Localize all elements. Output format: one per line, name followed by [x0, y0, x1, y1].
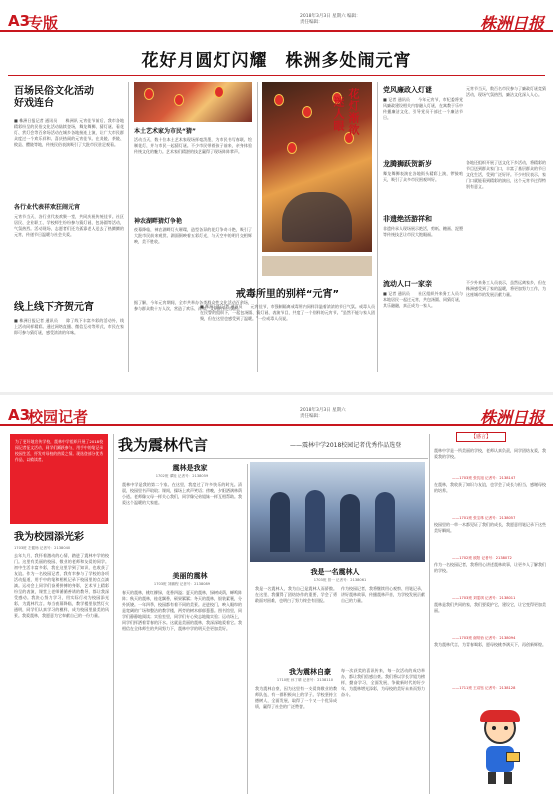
mid-body-2: 夜幕降临，神农湖畔灯火璀璨，造型各异的花灯争奇斗艳，吸引了大批市民前来观赏。湖面倒映着五彩灯光，与天空中的明月交相辉映，美不胜收。 — [134, 227, 252, 244]
col2-body-1a: 我是一名震林人，我为自己是震林人而骄傲。在这里，我懂得了团结协作的重要，学会了勇敢面对困难，也明白了努力终会有回报。 — [255, 586, 337, 603]
right-body-3b: 各地还组织开展了送文化下乡活动，将精彩的节目送到群众家门口，丰富了基层群众的节日文化生活，受到广泛好评。不少村民表示，家门口就能看到精彩的演出，这个元宵节过得特别有意义。 — [466, 160, 546, 189]
col1-byline-2: 1703班 刘鹏程 记者号：2138089 — [153, 582, 211, 586]
right-title-4: 流动人口一家亲 — [383, 280, 432, 288]
right-byline-5: ——1703班 谢易怡 记者号：2138094 — [452, 636, 516, 640]
right-body-4: ■ 记者 通讯员 社区组织外来务工人员与本地居民一起过元宵，共包汤圆、同猜灯谜，其乐融融，真正成为一家人。 — [383, 291, 463, 308]
right-title-2: 龙腾狮跃贺新岁 — [383, 160, 432, 168]
top-logo: 株洲日报 — [480, 14, 545, 33]
right-quote-1: 震林中学是一所美丽的学校，老师认真负责，同学团结友爱，我爱我的学校。 — [434, 448, 546, 459]
bottom-center-body: ■ 株洲日报记者 通讯员 元宵佳节，市强制隔离戒毒所内同样洋溢着浓浓的节日气氛。戒毒人员在民警的组织下，一起包汤圆、猜灯谜、表演节目，共度了一个别样的元宵节。“虽然不能与家人团聚，但在这里也感受到了温暖。”一位戒毒人员说。 — [200, 304, 375, 321]
right-byline-6: ——1711班 王双钰 记者号：2138128 — [452, 686, 516, 690]
top-section-name: 专版 — [28, 14, 59, 32]
top-photo-1 — [134, 82, 252, 122]
bottom-center-title: 戒毒所里的别样“元宵” — [235, 289, 340, 300]
col1-body-1: 震林中学是我的第二个家。在这里，我度过了许多快乐的时光。清晨，校园里书声琅琅；课间，操场上欢声笑语；傍晚，夕阳洒满林荫小道。老师像父母一样关心我们，同学像兄弟姐妹一样互相帮助。我爱这个温暖的大家庭。 — [122, 482, 242, 505]
left-article-body-3: ■ 株洲日报记者 通讯员 除了线下丰富多彩的活动外，线上活动同样精彩。通过网络直播、微信互动等形式，市民在家即可参与猜灯谜，感受浓浓的年味。 — [14, 318, 124, 335]
promo-box: 为了更好地宣传学校，震林中学组织开展了2018校园记者征文活动，同学们踊跃参与，用手中的笔记录校园生活，抒发对母校的热爱之情。现选登部分优秀作品，以飨读者。 — [10, 434, 108, 524]
right-byline-1: ——1703班 张伉旭 记者号：2138147 — [452, 476, 516, 480]
mid-sub-1: 本土艺术家为市民“猜” — [134, 128, 196, 135]
right-quote-3: 校园里的一草一木都见证了我们的成长，我愿意用笔记录下这些美好瞬间。 — [434, 522, 546, 533]
bottom-photo — [250, 462, 425, 562]
col2-byline-1: 1703班 曾一 记者号：2138061 — [313, 578, 367, 582]
right-byline-3: ——1702班 欧阳 记者号：2138072 — [452, 556, 512, 560]
left-essay-byline: 1703班 左健杨 记者号：2138040 — [14, 546, 71, 550]
left-article-title-2: 线上线下齐贺元宵 — [14, 302, 94, 313]
right-byline-4: ——1703班 刘雯琪 记者号：2138011 — [452, 596, 516, 600]
right-body-3: 非遗传承人现场展示绝活，剪纸、糖画、泥塑等传统技艺让市民大饱眼福。 — [383, 226, 463, 237]
bottom-section-name: 校园记者 — [28, 408, 89, 426]
mid-body-1: 活动当天，数十位本土艺术家现场挥毫泼墨，为市民书写春联、绘制花灯，并与市民一起猜灯谜。不少市民带着孩子前来，亲身体验传统文化的魅力。艺术家们精湛的技艺赢得了现场阵阵掌声。 — [134, 137, 252, 154]
photo-caption-bar — [262, 256, 372, 276]
col2-body-2b: 每一次获奖的喜讯传来，每一次活动的成功举办，都让我们倍感自豪。我们将以学长学姐为榜样，勤奋学习，全面发展，争做新时代的好少年，为震林增光添彩，为母校的美好未来而努力奋斗。 — [341, 668, 425, 697]
right-title-3: 非遗绝活游祥和 — [383, 215, 432, 223]
left-article-title: 百场民俗文化活动 好戏连台 — [14, 86, 94, 109]
right-body-4b: 不少外来务工人员表示，虽然远离家乡，但在株洲感受到了家的温暖，将更加努力工作，为这座城市的发展贡献力量。 — [466, 280, 546, 297]
top-page-number: A3 — [8, 12, 31, 30]
left-essay-body: 去年九月，我怀着激动的心情，踏进了震林中学的校门。这里有美丽的校园、敬业的老师和友爱的同学。初中生活丰富多彩，我在这里学到了知识，也收获了友谊。作为一名校园记者，我有幸参与了学校的各项活动报道，用手中的笔和相机记录下校园里的点点滴滴。运动会上同学们奋勇拼搏的身影，艺术节上精彩纷呈的表演，课堂上老师循循善诱的教导，都让我深受感动。我决心努力学习，用实际行动为校园添光彩，为震林代言。每当夜幕降临，教学楼里依然灯火通明，同学们认真学习的模样，成为校园里最美的风景。我爱震林，我愿意为它奉献自己的一份力量。 — [14, 553, 109, 618]
right-byline-2: ——1701班 张宝珠 记者号：2138057 — [452, 516, 516, 520]
bottom-page-number: A3 — [8, 406, 31, 424]
left-sub-1: 各行业代表祥欢狂闹元宵 — [14, 204, 81, 211]
bottom-headline: 我为震林代言 — [118, 436, 209, 454]
vertical-title-1: 迷人眼 — [332, 96, 345, 132]
bottom-headline-sub: ——震林中学2018校园记者优秀作品选登 — [290, 442, 402, 449]
col2-title-2: 我为震林自豪 — [289, 668, 331, 676]
col2-body-2a: 我为震林自豪，因为这里有一支爱岗敬业的教师队伍，有一群积极向上的学子。学校坚持立德树人，全面发展，取得了一个又一个优异成绩，赢得了社会的广泛赞誉。 — [255, 686, 337, 709]
col2-byline-2: 1710班 孙丁晴 记者号：2138110 — [276, 678, 334, 682]
right-quote-4: 作为一名校园记者，我将用心讲述震林故事，让更多人了解我们的学校。 — [434, 562, 546, 573]
right-body-1: ■ 记者 通讯员 今年元宵节，市纪委将党风廉政建设相关内容融入灯谜，在寓教于乐中传播廉洁文化，引导党员干部过一个廉洁节日。 — [383, 97, 463, 120]
right-quote-5: 震林是我们共同的家，我们要爱护它，建设它，让它变得更加美丽。 — [434, 602, 546, 613]
headline-rule — [8, 75, 545, 76]
top-meta: 2018年3月3日 星期六 编辑： 责任编辑： — [300, 14, 361, 25]
right-header-tag: 【感言】 — [456, 432, 506, 442]
col2-title-1: 我是一名震林人 — [310, 568, 360, 576]
bottom-logo: 株洲日报 — [480, 408, 545, 427]
bottom-meta: 2018年3月3日 星期六 责任编辑： — [300, 408, 346, 419]
col1-title-1: 震林是我家 — [172, 464, 208, 472]
mid-body-3: 据了解，今年元宵期间，全市共举办各类群众性文化活动百余场，参与群众数十万人次，营造了欢乐、祥和、文明的节日氛围。 — [134, 300, 252, 311]
cartoon-reporter-illustration — [476, 712, 524, 786]
vertical-title-2: 花灯渐欲 — [347, 88, 360, 136]
col2-body-1b: 作为校园记者，我将继续用心观察、用笔记录，讲好震林故事，传播震林声音，为学校发展贡献自己的力量。 — [341, 586, 425, 603]
left-article-body-1: ■ 株洲日报记者 通讯员 株洲讯 元宵佳节前后，我市各地精彩纷呈的民俗文化活动陆续登场，舞龙舞狮、猜灯谜、看花灯、赏灯会等百余场活动在城乡各地接连上演，让广大市民群众度过一个欢乐祥和、喜庆热闹的元宵佳节。在炎陵、茶陵、攸县、醴陵等地，传统民俗表演吸引了大批市民驻足观看。 — [14, 118, 124, 147]
right-body-2: 舞龙舞狮表演在各地街头精彩上演，锣鼓喧天，吸引了众多市民围观叫好。 — [383, 171, 463, 182]
right-body-1b: 元宵节当天，数百名市民参与了廉政灯谜竞猜活动，现场气氛热烈，廉洁文化深入人心。 — [466, 86, 546, 97]
right-title-1: 党风廉政入灯谜 — [383, 86, 432, 94]
top-headline: 花好月圆灯闪耀 株洲多处闹元宵 — [141, 51, 412, 71]
mid-sub-2: 神农湖畔猜灯争艳 — [134, 218, 183, 225]
left-article-body-2: 元宵节当天，各行业代表欢聚一堂，共同庆祝传统佳节。社区居民、企业职工、学校师生纷纷参与猜灯谜、包汤圆等活动，气氛热烈。活动现场，志愿者们还为孤寡老人送去了热腾腾的元宵，传递节日温暖与社会关爱。 — [14, 214, 124, 237]
col1-title-2: 美丽的震林 — [172, 572, 208, 580]
right-quote-6: 我为震林代言，为青春喝彩，愿母校桃李满天下，再创新辉煌。 — [434, 642, 546, 647]
right-quote-2: 在震林，我收获了知识与友谊，也学会了成长与担当，感谢母校的培养。 — [434, 482, 546, 493]
col1-body-2: 春天的震林，桃红柳绿，花香四溢；夏天的震林，绿树成荫，蝉鸣阵阵；秋天的震林，桂花飘香，硕果累累；冬天的震林，银装素裹，分外妖娆。一年四季，校园都有着不同的美景。走进校门，映入眼帘的是宽阔的广场和整洁的教学楼，两旁的树木郁郁葱葱。图书馆里，同学们静静地阅读；实验室里，同学们专心致志地做实验；运动场上，同学们挥洒着青春的汗水。这就是美丽的震林，我深深地爱着它。我相信在全体师生的共同努力下，震林中学的明天会更加美好。 — [122, 590, 242, 631]
left-essay-title: 我为校园添光彩 — [14, 532, 84, 543]
col1-byline-1: 1702班 谭姓 记者号：2138059 — [155, 474, 209, 478]
